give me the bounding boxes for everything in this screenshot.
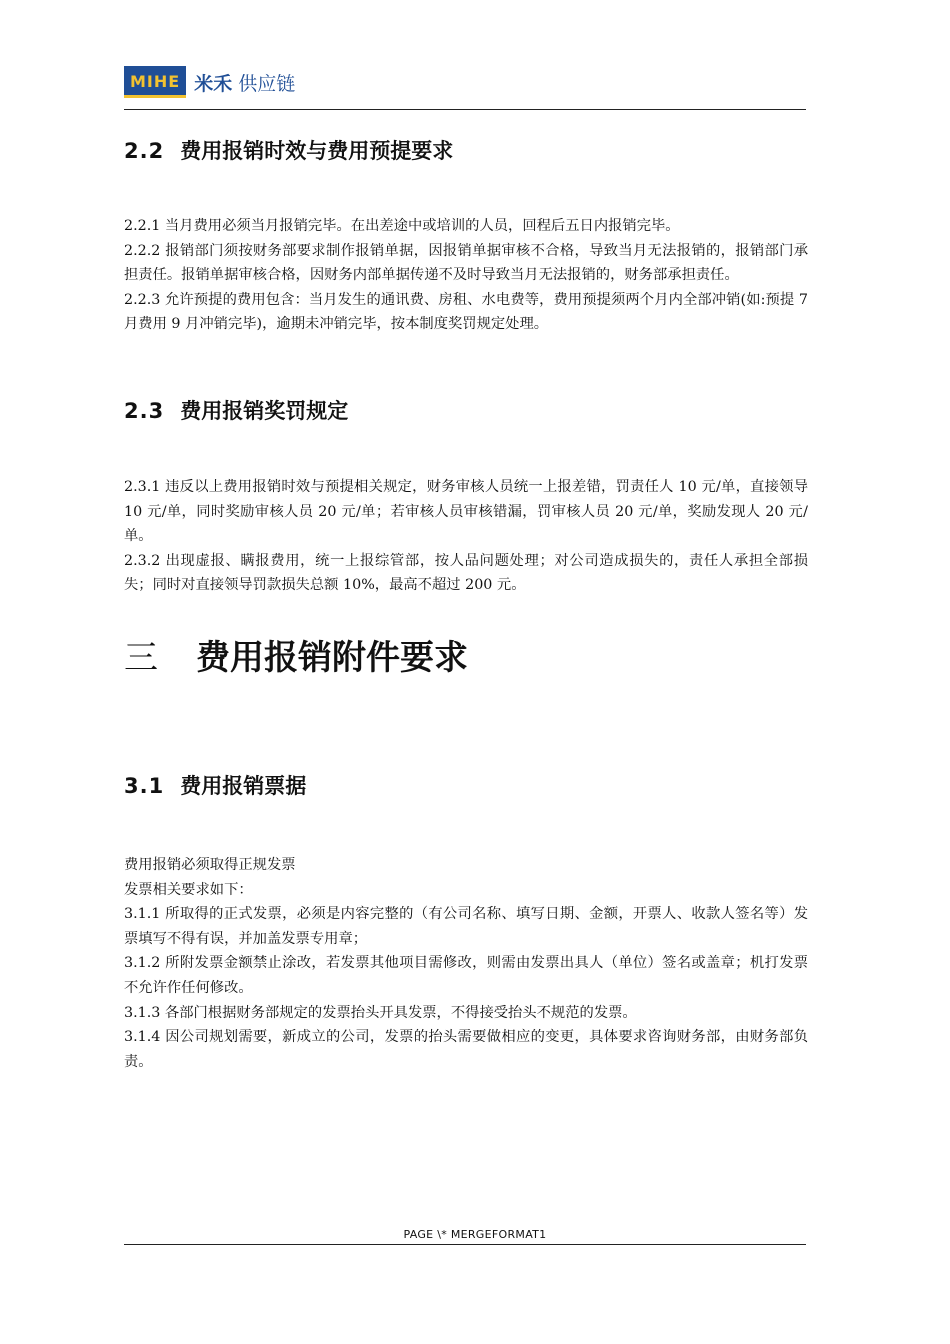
logo-name-bold: 米禾 xyxy=(194,72,233,95)
heading-2-2 xyxy=(124,135,453,165)
paragraph: 2.2.2 报销部门须按财务部要求制作报销单据，因报销单据审核不合格，导致当月无法报销的，报销部门承担责任。报销单据审核合格，因财务内部单据传递不及时导致当月无法报销的，财务部承担责任。 xyxy=(124,242,808,284)
page-footer-field: PAGE \* MERGEFORMAT1 xyxy=(403,1228,547,1241)
section-2-2-body xyxy=(124,214,808,337)
logo-name xyxy=(194,69,295,96)
paragraph: 2.2.3 允许预提的费用包含：当月发生的通讯费、房租、水电费等，费用预提须两个月内全部冲销(如:预提 7 月费用 9 月冲销完毕)，逾期未冲销完毕，按本制度奖罚规定处理。 xyxy=(124,291,808,333)
paragraph: 发票相关要求如下： xyxy=(124,881,253,898)
header-divider xyxy=(124,109,806,110)
heading-title: 费用报销附件要求 xyxy=(196,638,468,678)
paragraph: 2.3.1 违反以上费用报销时效与预提相关规定，财务审核人员统一上报差错，罚责任人 10 元/单，直接领导 10 元/单，同时奖励审核人员 20 元/单；若审核人员审核错漏，罚审核人员 20 元/单，奖励发现人 20 元/单。 xyxy=(124,479,808,545)
company-logo xyxy=(124,66,295,98)
heading-number: 2.3 xyxy=(124,399,165,423)
heading-2-3 xyxy=(124,395,348,425)
logo-name-rest: 供应链 xyxy=(232,72,296,95)
footer-divider xyxy=(124,1244,806,1245)
heading-title: 费用报销票据 xyxy=(180,774,307,798)
heading-title: 费用报销时效与费用预提要求 xyxy=(180,139,454,163)
heading-number: 2.2 xyxy=(124,139,165,163)
heading-title: 费用报销奖罚规定 xyxy=(180,399,349,423)
paragraph: 3.1.3 各部门根据财务部规定的发票抬头开具发票，不得接受抬头不规范的发票。 xyxy=(124,1004,637,1021)
section-3-1-body xyxy=(124,853,808,1074)
paragraph: 2.3.2 出现虚报、瞒报费用，统一上报综管部，按人品问题处理；对公司造成损失的，责任人承担全部损失；同时对直接领导罚款损失总额 10%，最高不超过 200 元。 xyxy=(124,552,808,594)
paragraph: 费用报销必须取得正规发票 xyxy=(124,857,296,873)
paragraph: 3.1.1 所取得的正式发票，必须是内容完整的（有公司名称、填写日期、金额，开票人、收款人签名等）发票填写不得有误，并加盖发票专用章； xyxy=(124,906,808,947)
paragraph: 3.1.4 因公司规划需要，新成立的公司，发票的抬头需要做相应的变更，具体要求咨询财务部，由财务部负责。 xyxy=(124,1029,808,1070)
logo-mark: MIHE xyxy=(124,66,186,98)
heading-3-1 xyxy=(124,770,306,800)
paragraph: 3.1.2 所附发票金额禁止涂改，若发票其他项目需修改，则需由发票出具人（单位）签名或盖章；机打发票不允许作任何修改。 xyxy=(124,955,808,996)
paragraph: 2.2.1 当月费用必须当月报销完毕。在出差途中或培训的人员，回程后五日内报销完毕。 xyxy=(124,218,680,234)
heading-number: 三 xyxy=(124,638,158,678)
heading-number: 3.1 xyxy=(124,774,165,798)
heading-3 xyxy=(124,630,468,679)
section-2-3-body xyxy=(124,475,808,598)
